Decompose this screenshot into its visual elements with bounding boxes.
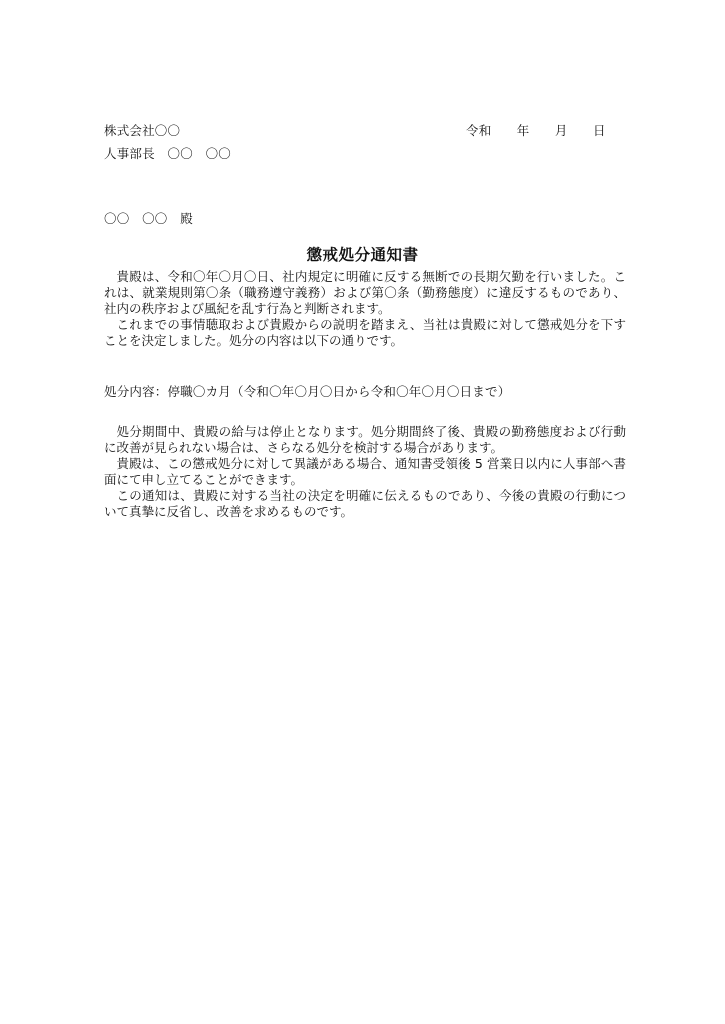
document-title: 懲戒処分通知書 <box>306 246 419 264</box>
outro-section <box>104 424 626 520</box>
intro-section <box>104 269 626 349</box>
issue-date: 令和 年 月 日 <box>466 123 606 138</box>
body-paragraph: これまでの事情聴取および貴殿からの説明を踏まえ、当社は貴殿に対して懲戒処分を下すことを決定しました。処分の内容は以下の通りです。 <box>104 317 626 348</box>
sender-department: 人事部長 〇〇 〇〇 <box>104 146 232 161</box>
body-paragraph: 貴殿は、令和〇年〇月〇日、社内規定に明確に反する無断での長期欠勤を行いました。これは、就業規則第〇条（職務遵守義務）および第〇条（勤務態度）に違反するものであり、社内の秩序および風紀を乱す行為と判断されます。 <box>104 269 626 316</box>
body-paragraph: 処分期間中、貴殿の給与は停止となります。処分期間終了後、貴殿の勤務態度および行動に改善が見られない場合は、さらなる処分を検討する場合があります。 <box>104 424 626 455</box>
disposition-detail: 処分内容：停職〇カ月（令和〇年〇月〇日から令和〇年〇月〇日まで） <box>104 384 511 399</box>
recipient-name: 〇〇 〇〇 殿 <box>104 211 193 226</box>
sender-company: 株式会社〇〇 <box>104 123 181 138</box>
body-paragraph: この通知は、貴殿に対する当社の決定を明確に伝えるものであり、今後の貴殿の行動について真摯に反省し、改善を求めるものです。 <box>104 488 626 519</box>
body-paragraph: 貴殿は、この懲戒処分に対して異議がある場合、通知書受領後 5 営業日以内に人事部へ書面にて申し立てることができます。 <box>104 456 626 487</box>
